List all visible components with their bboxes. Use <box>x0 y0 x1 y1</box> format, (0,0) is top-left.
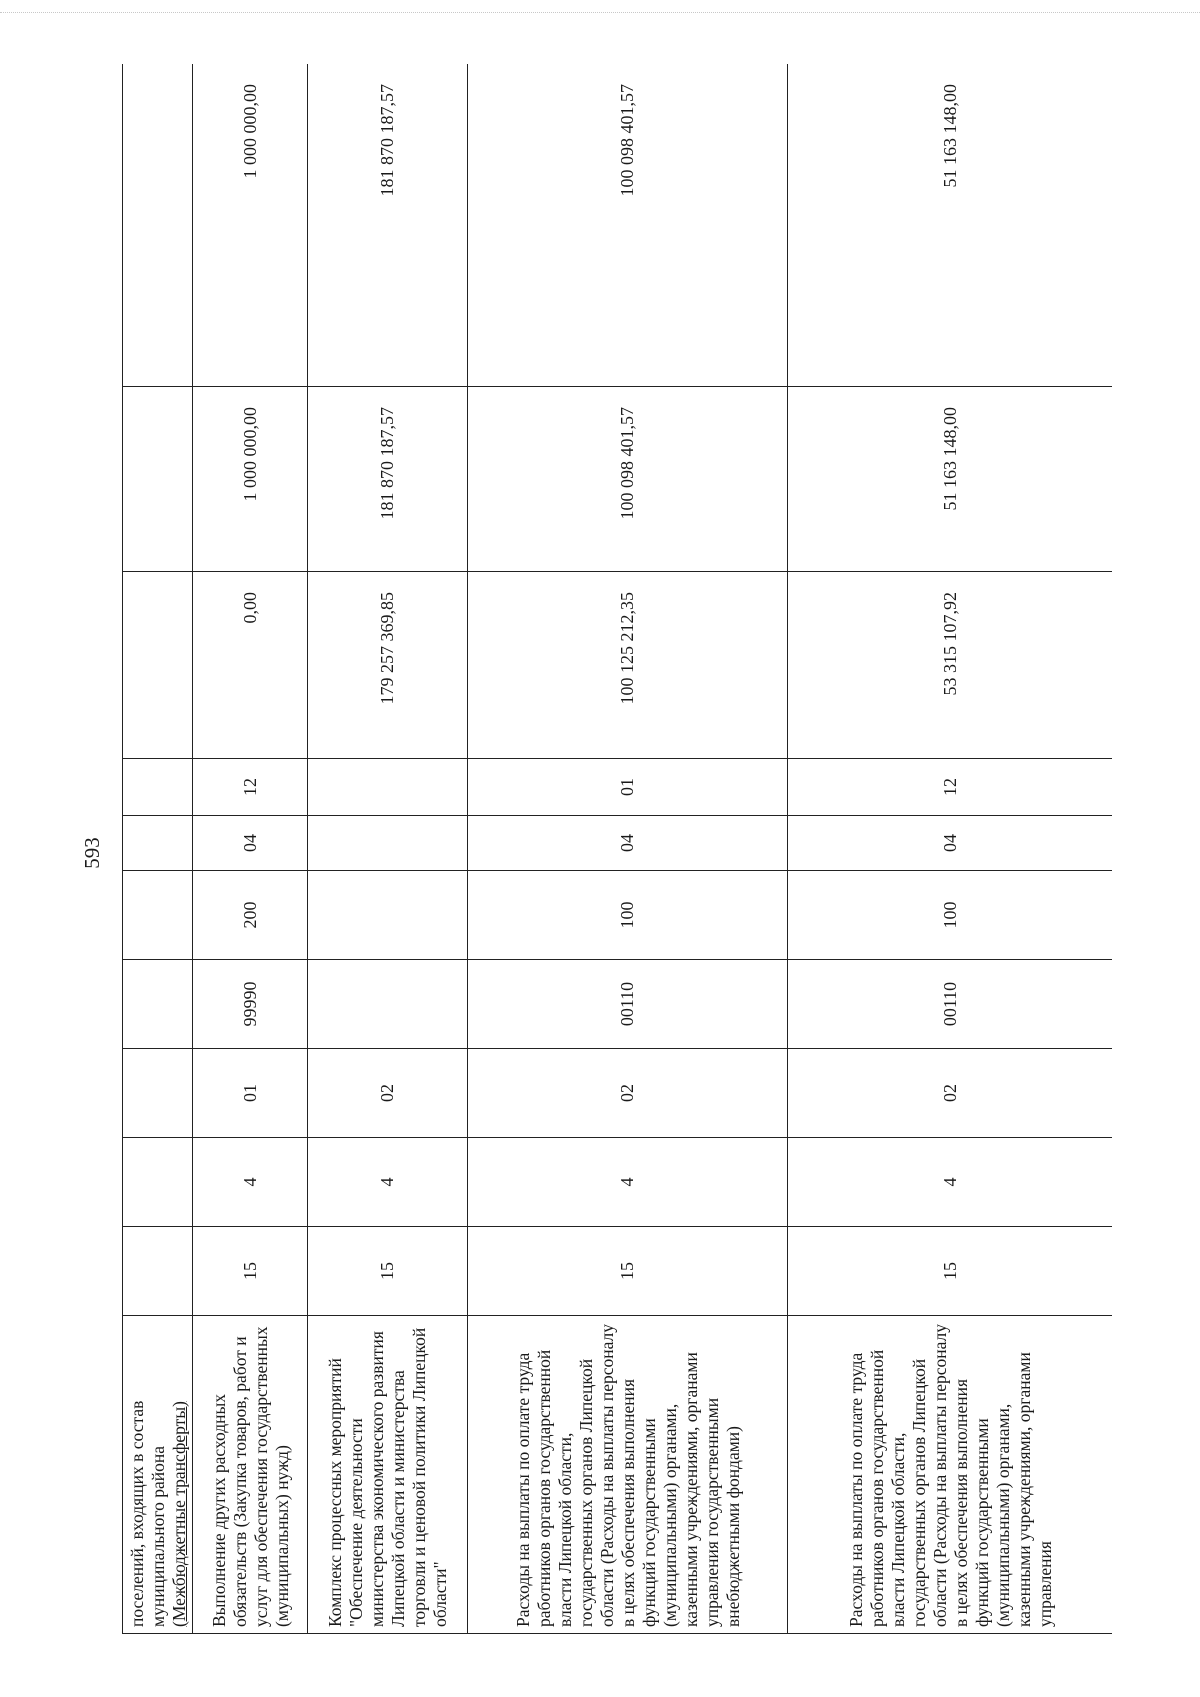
amount-cell: 100 098 401,57 <box>468 387 788 572</box>
amount-cell: 51 163 148,00 <box>788 387 1113 572</box>
code-cell: 200 <box>193 871 308 960</box>
code-cell: 12 <box>788 759 1113 816</box>
amount-cell: 1 000 000,00 <box>193 64 308 387</box>
table-row <box>788 64 1113 1634</box>
amount-cell: 181 870 187,57 <box>308 387 468 572</box>
amount-cell: 179 257 369,85 <box>308 572 468 759</box>
row-name-cell <box>123 1316 193 1634</box>
code-cell <box>123 816 193 871</box>
code-cell: 15 <box>468 1227 788 1316</box>
code-cell: 04 <box>193 816 308 871</box>
code-cell: 99990 <box>193 960 308 1049</box>
amount-cell <box>123 64 193 387</box>
code-cell: 15 <box>193 1227 308 1316</box>
code-cell: 15 <box>308 1227 468 1316</box>
code-cell <box>308 816 468 871</box>
code-cell: 01 <box>193 1049 308 1138</box>
code-cell <box>123 871 193 960</box>
code-cell: 4 <box>788 1138 1113 1227</box>
code-cell <box>123 759 193 816</box>
table-row <box>193 64 308 1634</box>
amount-cell: 51 163 148,00 <box>788 64 1113 387</box>
row-name-cell: Комплекс процессных мероприятий "Обеспечение деятельности министерства экономического развития Липецкой области и министерства торговли и ценовой политики Липецкой области" <box>308 1316 468 1634</box>
page-number: 593 <box>80 837 104 869</box>
row-name-cell: Выполнение других расходных обязательств (Закупка товаров, работ и услуг для обеспечения государственных (муниципальных) нужд) <box>193 1316 308 1634</box>
code-cell: 04 <box>788 816 1113 871</box>
code-cell: 15 <box>788 1227 1113 1316</box>
amount-cell: 53 315 107,92 <box>788 572 1113 759</box>
code-cell: 4 <box>308 1138 468 1227</box>
code-cell: 100 <box>468 871 788 960</box>
amount-cell <box>123 572 193 759</box>
table-row <box>308 64 468 1634</box>
budget-table-rotated <box>122 64 1112 1634</box>
code-cell <box>308 759 468 816</box>
code-cell <box>123 960 193 1049</box>
code-cell <box>308 871 468 960</box>
scan-edge <box>0 12 1200 13</box>
table-row <box>123 64 193 1634</box>
amount-cell: 100 098 401,57 <box>468 64 788 387</box>
code-cell <box>123 1049 193 1138</box>
code-cell <box>123 1138 193 1227</box>
code-cell: 01 <box>468 759 788 816</box>
code-cell <box>123 1227 193 1316</box>
code-cell: 02 <box>788 1049 1113 1138</box>
budget-table-area <box>122 64 1112 1634</box>
code-cell: 02 <box>308 1049 468 1138</box>
code-cell: 00110 <box>468 960 788 1049</box>
code-cell: 4 <box>468 1138 788 1227</box>
code-cell: 100 <box>788 871 1113 960</box>
table-row <box>468 64 788 1634</box>
amount-cell: 1 000 000,00 <box>193 387 308 572</box>
code-cell: 12 <box>193 759 308 816</box>
row-name-cell: Расходы на выплаты по оплате труда работников органов государственной власти Липецкой области, государственных органов Липецкой области (Расходы на выплаты персоналу в целях обеспечения выполнения функций государственными (муниципальными) органами, казенными учреждениями, органами управления государственными внебюджетными фондами) <box>468 1316 788 1634</box>
amount-cell <box>123 387 193 572</box>
code-cell: 04 <box>468 816 788 871</box>
code-cell: 4 <box>193 1138 308 1227</box>
amount-cell: 100 125 212,35 <box>468 572 788 759</box>
amount-cell: 0,00 <box>193 572 308 759</box>
row-name-text: поселений, входящих в состав муниципального района <box>126 1400 168 1627</box>
code-cell <box>308 960 468 1049</box>
row-name-underlined: (Межбюджетные трансферты) <box>168 1401 189 1627</box>
budget-table <box>122 64 1112 1634</box>
code-cell: 00110 <box>788 960 1113 1049</box>
amount-cell: 181 870 187,57 <box>308 64 468 387</box>
row-name-cell: Расходы на выплаты по оплате труда работников органов государственной власти Липецкой области, государственных органов Липецкой области (Расходы на выплаты персоналу в целях обеспечения выполнения функций государственными (муниципальными) органами, казенными учреждениями, органами управления <box>788 1316 1113 1634</box>
code-cell: 02 <box>468 1049 788 1138</box>
